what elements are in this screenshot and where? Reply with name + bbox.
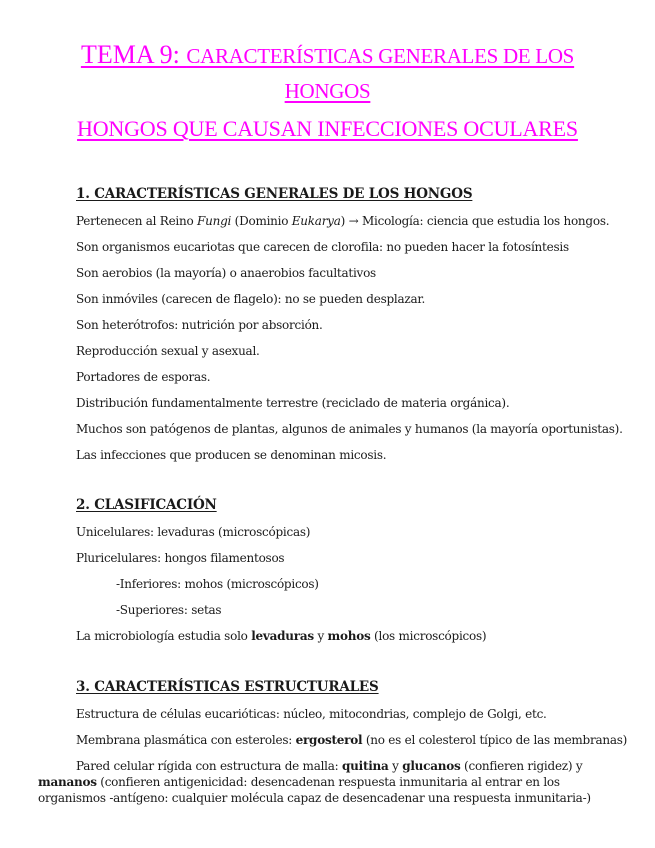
subtitle: HONGOS QUE CAUSAN INFECCIONES OCULARES — [77, 116, 578, 141]
s2-line-pluricelulares: Pluricelulares: hongos filamentosos — [76, 551, 285, 565]
s3-paragraph-pared — [38, 758, 620, 806]
text: y — [388, 759, 403, 773]
title-hongos: HONGOS — [284, 79, 371, 103]
title-main: CARACTERÍSTICAS GENERALES DE LOS — [186, 44, 575, 68]
s1-line-micosis: Las infecciones que producen se denominan micosis. — [76, 448, 387, 462]
s1-line-inmoviles: Son inmóviles (carecen de flagelo): no se pueden desplazar. — [76, 292, 426, 306]
s1-line-patogenos: Muchos son patógenos de plantas, algunos de animales y humanos (la mayoría oportunistas). — [76, 422, 623, 436]
bold-quitina: quitina — [342, 759, 389, 773]
text: (Dominio — [231, 214, 292, 228]
title-line-1 — [0, 38, 655, 75]
text: (los microscópicos) — [370, 629, 487, 643]
text: ) → Micología: ciencia que estudia los hongos. — [340, 214, 610, 228]
bold-mananos: mananos — [38, 775, 97, 789]
s1-line-distribucion: Distribución fundamentalmente terrestre (reciclado de materia orgánica). — [76, 396, 510, 410]
s1-line-reproduccion: Reproducción sexual y asexual. — [76, 344, 260, 358]
bold-mohos: mohos — [327, 629, 371, 643]
bold-levaduras: levaduras — [251, 629, 314, 643]
title-line-3 — [0, 112, 655, 145]
text: (no es el colesterol típico de las membranas) — [362, 733, 628, 747]
italic-eukarya: Eukarya — [291, 214, 341, 228]
section-3-heading: 3. CARACTERÍSTICAS ESTRUCTURALES — [76, 679, 379, 695]
section-1-heading: 1. CARACTERÍSTICAS GENERALES DE LOS HONGOS — [76, 186, 473, 202]
s1-line-eucariotas: Son organismos eucariotas que carecen de clorofila: no pueden hacer la fotosíntesis — [76, 240, 569, 254]
title-prefix: TEMA 9: — [80, 40, 187, 69]
s3-line-membrana — [76, 732, 627, 748]
s1-line-heterotrofos: Son heterótrofos: nutrición por absorción. — [76, 318, 323, 332]
text: (confieren rigidez) y — [460, 759, 583, 773]
s2-line-inferiores: -Inferiores: mohos (microscópicos) — [116, 577, 319, 591]
s1-line-esporas: Portadores de esporas. — [76, 370, 211, 384]
text: y — [313, 629, 328, 643]
text: Pertenecen al Reino — [76, 214, 198, 228]
text: La microbiología estudia solo — [76, 629, 252, 643]
s1-line-reino — [76, 213, 609, 229]
bold-ergosterol: ergosterol — [295, 733, 363, 747]
s3-line-estructura: Estructura de células eucarióticas: núcleo, mitocondrias, complejo de Golgi, etc. — [76, 707, 547, 721]
document-title — [0, 38, 655, 145]
section-2-heading: 2. CLASIFICACIÓN — [76, 497, 217, 513]
bold-glucanos: glucanos — [402, 759, 461, 773]
text: (confieren antigenicidad: desencadenan respuesta inmunitaria al entrar en los organismos -antígeno: cualquier molécula capaz de desencadenar una respuesta inmunitaria-) — [38, 775, 591, 805]
title-line-2 — [0, 75, 655, 110]
s1-line-aerobios: Son aerobios (la mayoría) o anaerobios facultativos — [76, 266, 376, 280]
text: Membrana plasmática con esteroles: — [76, 733, 296, 747]
s2-line-microbiologia — [76, 628, 486, 644]
s2-line-superiores: -Superiores: setas — [116, 603, 222, 617]
s2-line-unicelulares: Unicelulares: levaduras (microscópicas) — [76, 525, 311, 539]
italic-fungi: Fungi — [197, 214, 232, 228]
text: Pared celular rígida con estructura de malla: — [76, 759, 343, 773]
